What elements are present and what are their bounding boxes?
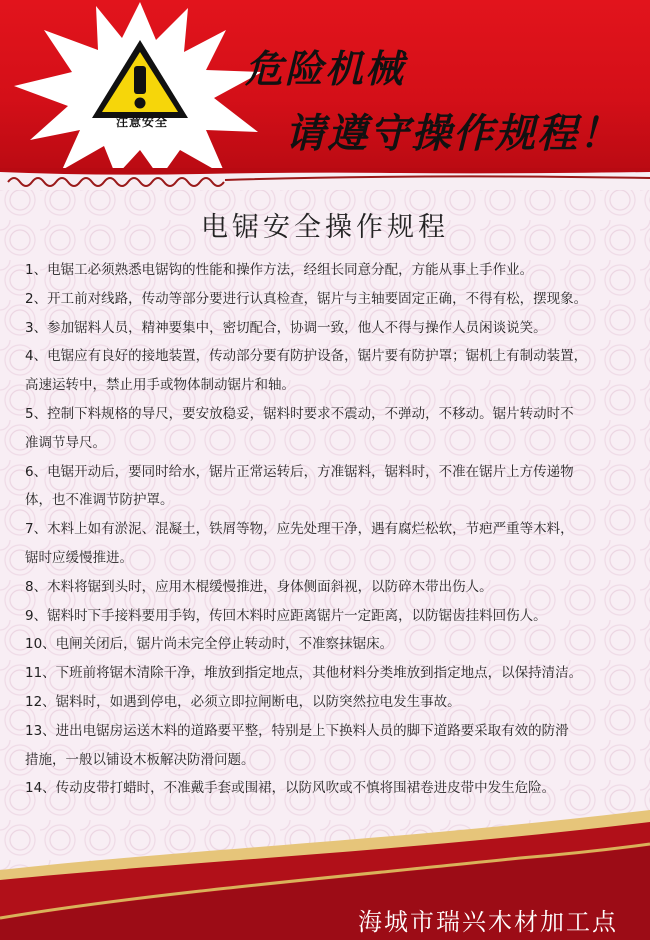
company-name: 海城市瑞兴木材加工点 [358, 908, 618, 936]
rule-item: 10、电闸关闭后，锯片尚未完全停止转动时，不准察抹锯床。 [25, 636, 394, 653]
rule-item: 13、进出电锯房运送木料的道路要平整，特别是上下换料人员的脚下道路要采取有效的防滑 [25, 722, 569, 739]
headline-danger-machinery: 危险机械 [245, 47, 406, 91]
rule-item: 11、下班前将锯木清除干净，堆放到指定地点，其他材料分类堆放到指定地点，以保持清洁。 [25, 665, 583, 682]
headline-follow-rules: 请遵守操作规程！ [285, 111, 621, 157]
rule-item: 3、参加锯料人员，精神要集中，密切配合，协调一致，他人不得与操作人员闲谈说笑。 [25, 319, 547, 336]
rule-item: 5、控制下料规格的导尺，要安放稳妥，锯料时要求不震动，不弹动，不移动。锯片转动时不 [25, 405, 574, 422]
rule-item-continuation: 措施，一般以铺设木板解决防滑问题。 [25, 751, 255, 768]
rule-item: 9、锯料时下手接料要用手钩，传回木料时应距离锯片一定距离，以防锯齿挂料回伤人。 [25, 607, 547, 624]
rule-item: 2、开工前对线路，传动等部分要进行认真检查，锯片与主轴要固定正确，不得有松，摆现象。 [25, 290, 588, 307]
rule-item: 8、木料将锯到头时，应用木棍缓慢推进，身体侧面斜视，以防碎木带出伤人。 [25, 578, 493, 595]
rule-item: 7、木料上如有淤泥、混凝土，铁屑等物，应先处理干净，遇有腐烂松软，节疤严重等木料， [25, 521, 574, 538]
rule-item-continuation: 锯时应缓慢推进。 [25, 549, 133, 566]
rule-item: 6、电锯开动后，要同时给水，锯片正常运转后，方准锯料，锯料时，不准在锯片上方传递物 [25, 463, 574, 480]
rule-item: 1、电锯工必须熟悉电锯钩的性能和操作方法，经组长同意分配，方能从事上手作业。 [25, 262, 534, 278]
rules-list [25, 256, 650, 803]
warning-label: 注意安全 [115, 115, 168, 129]
rule-item: 14、传动皮带打蜡时，不准戴手套或围裙，以防风吹或不慎将围裙卷进皮带中发生危险。 [25, 780, 556, 797]
rule-item-continuation: 准调节导尺。 [25, 434, 106, 451]
decorative-border [0, 168, 650, 190]
rule-item-continuation: 体，也不准调节防护罩。 [25, 492, 174, 509]
rule-item: 12、锯料时，如遇到停电，必须立即拉闸断电，以防突然拉电发生事故。 [25, 693, 461, 710]
rule-item-continuation: 高速运转中，禁止用手或物体制动锯片和轴。 [25, 377, 295, 394]
warning-triangle-icon [88, 36, 192, 122]
rule-item: 4、电锯应有良好的接地装置，传动部分要有防护设备，锯片要有防护罩；锯机上有制动装置， [25, 348, 588, 365]
document-title: 电锯安全操作规程 [201, 212, 449, 243]
